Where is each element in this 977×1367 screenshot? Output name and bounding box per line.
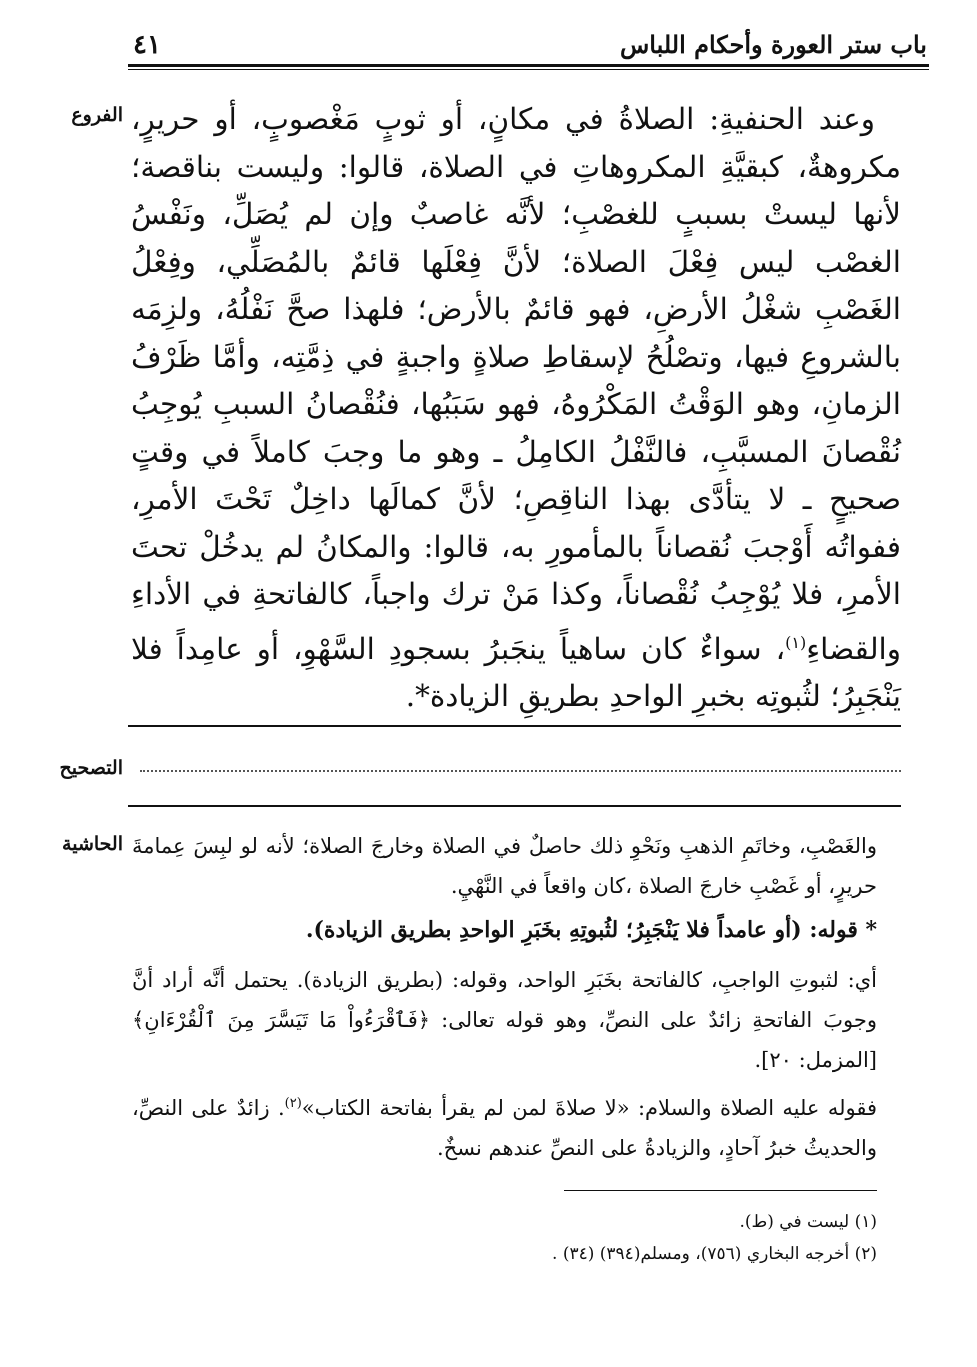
main-paragraph — [131, 96, 901, 720]
main-text — [131, 96, 901, 720]
chapter-title: باب ستر العورة وأحكام اللباس — [619, 30, 927, 59]
main-paragraph-text: وعند الحنفيةِ: الصلاةُ في مكانٍ، أو ثوبٍ مَغْصوبٍ، أو حريرٍ، مكروهةٌ، كبقيَّةِ المكروهاتِ في الصلاة، قالوا: وليست بناقصة؛ لأنها ليستْ بسببٍ للغصْبِ؛ لأنَّه غاصبٌ وإن لم يُصَلِّ، ونَفْسُ الغصْب ليس فِعْلَ الصلاة؛ لأنَّ فِعْلَها قائمٌ بالمُصَلِّي، وفِعْلُ الغَصْبِ شغْلُ الأرضِ، فهو قائمٌ بالأرض؛ فلهذا صحَّ نَفْلُهُ، ولزِمَه بالشروعِ فيها، وتصْلُحُ لإسقاطِ صلاةٍ واجبةٍ في ذِمَّتِه، وأمَّا ظَرْفُ الزمانِ، وهو الوَقْتُ المَكْرُوهُ، فهو سَبَبُها، فنُقْصانُ السببِ يُوجِبُ نُقْصانَ المسبَّبِ، فالنَّفْلُ الكامِلُ ـ وهو ما وجبَ كاملاً في وقتٍ صحيحٍ ـ لا يتأدَّى بهذا الناقِصِ؛ لأنَّ كمالَها داخِلٌ تَحْتَ الأمرِ، ففواتُه أَوْجبَ نُقصاناً بالمأمورِ به، قالوا: والمكانُ لم يدخُلْ تحتَ الأمرِ، فلا يُوْجِبُ نُقْصاناً، وكذا مَنْ ترك واجباً، كالفاتحةِ في الأداءِ والقضاءِ — [131, 102, 901, 666]
footnote-1: (١) ليست في (ط). — [739, 1212, 877, 1232]
side-label-hashiya: الحاشية — [62, 833, 123, 855]
hashiya-text — [132, 826, 877, 1168]
section-rule-top — [128, 725, 901, 727]
hashiya-line-1: والغَصْبِ، وخاتَمِ الذهبِ ونَحْوِ ذلك حاصلٌ في الصلاة وخارجَ الصلاة؛ لأنه لو لبِسَ عِمامةَ حريرٍ، أو غَصْبِ خارجَ الصلاة ،كان واقعاً في النَّهْيِ. — [132, 834, 877, 898]
main-paragraph-end: ، سواءٌ كان ساهياً ينجَبرُ بسجودِ السَّهْوِ، أو عامِداً فلا يَنْجَبِرُ؛ لثُبوتِه بخبرِ الواحدِ بطريقِ الزيادة*. — [131, 631, 901, 713]
page-number: ٤١ — [133, 30, 161, 60]
hashiya-line-3-a: فقوله عليه الصلاة والسلام: «لا صلاةَ لمن لم يقرأ بفاتحة الكتاب» — [301, 1096, 877, 1120]
hashiya-line-3 — [132, 1084, 877, 1168]
footnote-2: (٢) أخرجه البخاري (٧٥٦)، ومسلم(٣٩٤) (٣٤) . — [552, 1244, 877, 1264]
side-label-tashih: التصحيح — [59, 757, 123, 779]
header-rule-thin — [128, 69, 929, 70]
footnote-ref-1: (١) — [785, 632, 807, 652]
footnote-ref-2: (٢) — [284, 1096, 302, 1111]
side-label-furu: الفروع — [71, 104, 123, 126]
hashiya-line-2: أي: لثبوتِ الواجبِ، كالفاتحة بخَبَرِ الواحد، وقوله: (بطريق الزيادة). يحتمل أنَّه أراد أنَّ وجوبَ الفاتحةِ زائدٌ على النصِّ، وهو قوله تعالى: ﴿فَٱقْرَءُواْ مَا تَيَسَّرَ مِنَ ٱلْقُرْءَانِ﴾ [المزمل: ٢٠]. — [132, 968, 877, 1072]
hashiya-quote: * قوله: (أو عامداً فلا يَنْجَبِرُ؛ لثُبوتِهِ بخَبَرِ الواحدِ بطريق الزيادة). — [305, 917, 877, 943]
footnote-rule — [564, 1190, 877, 1191]
section-rule-bottom — [128, 805, 901, 807]
header-rule — [128, 64, 929, 67]
footnotes — [132, 1206, 877, 1270]
hashiya-line-3-b: . زائدٌ على النصِّ، والحديثُ خبرُ آحادٍ، والزيادةُ على النصِّ عندهم نسخٌ. — [132, 1096, 877, 1160]
tashih-dotted-line — [140, 770, 901, 772]
